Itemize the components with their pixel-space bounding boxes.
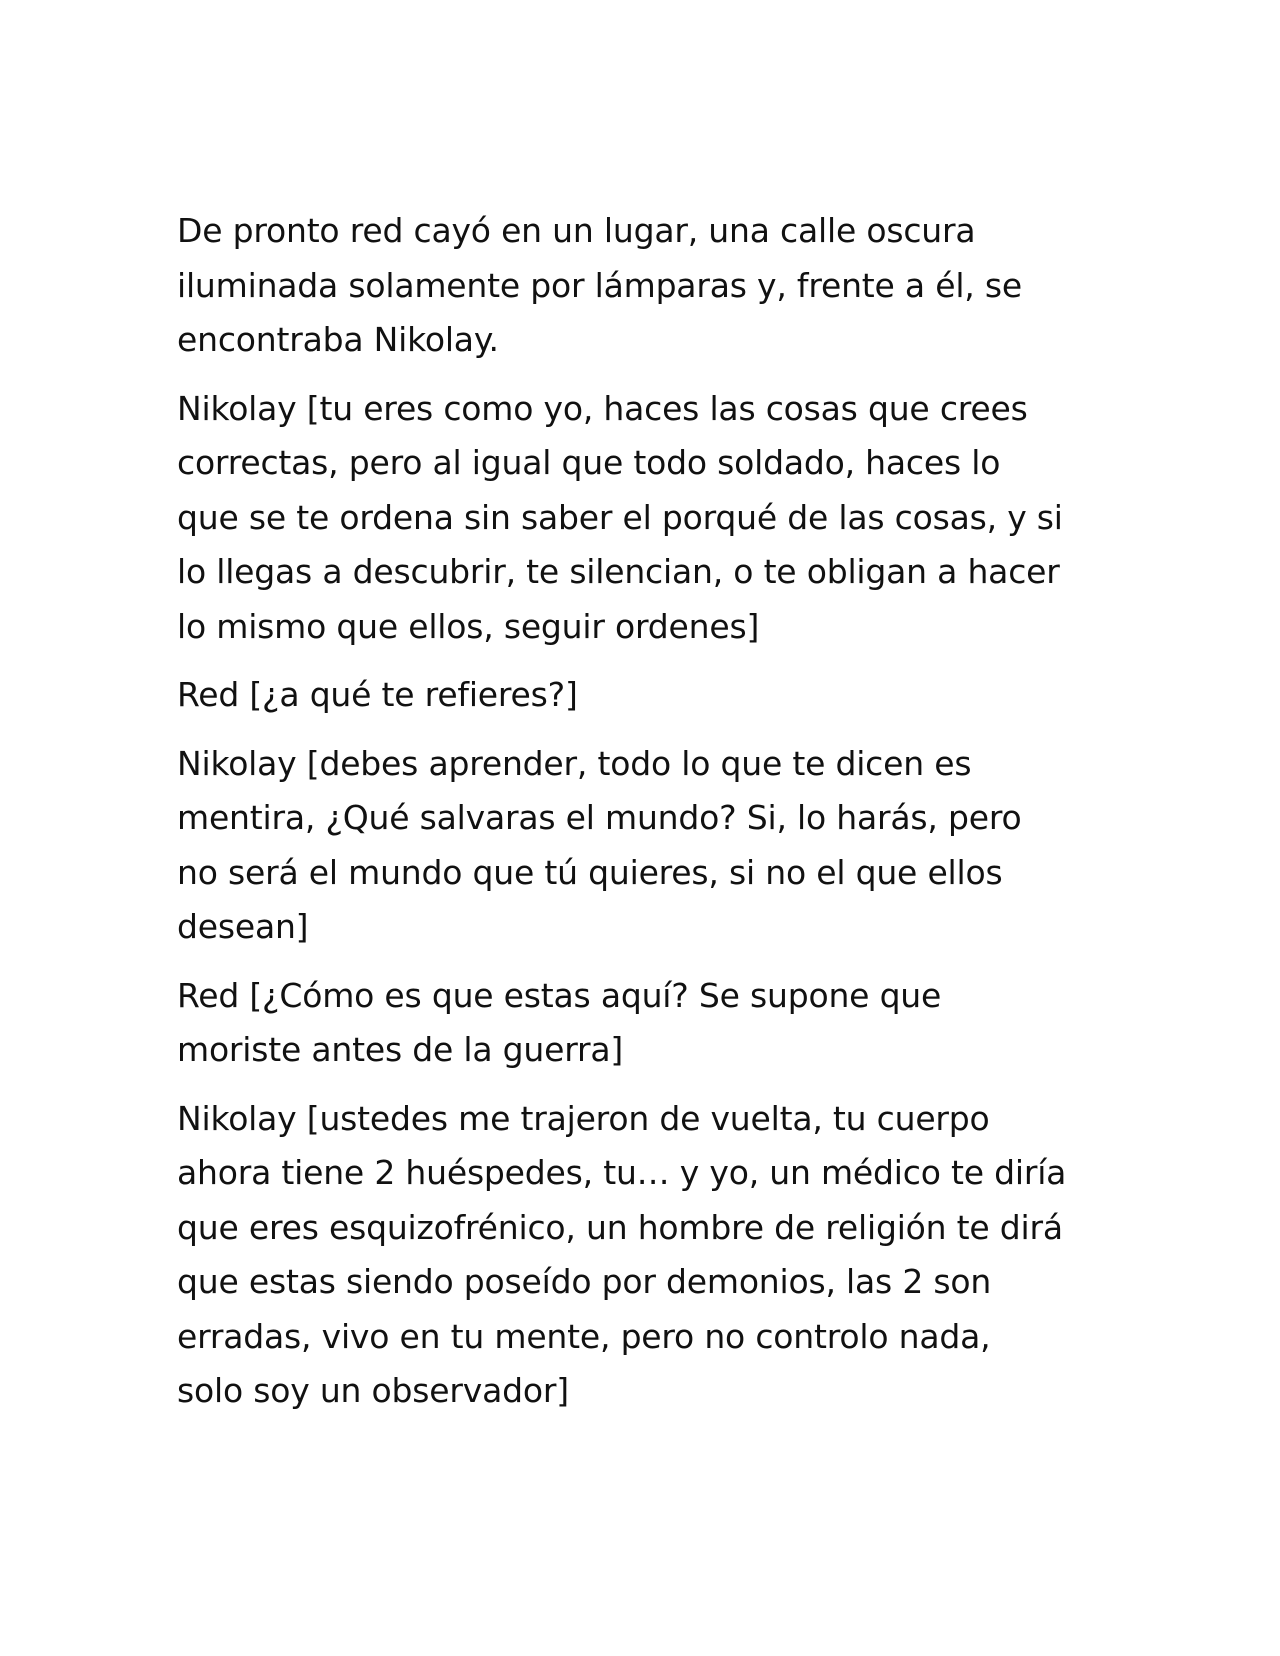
text-line: moriste antes de la guerra]: [177, 1030, 624, 1069]
text-line: mentira, ¿Qué salvaras el mundo? Si, lo harás, pero: [177, 798, 1022, 837]
text-line: desean]: [177, 907, 309, 946]
paragraph-narration: [177, 204, 1107, 368]
paragraph-dialogue-nikolay: [177, 1092, 1107, 1419]
text-line: Nikolay [debes aprender, todo lo que te dicen es: [177, 743, 972, 783]
text-line: encontraba Nikolay.: [177, 320, 499, 359]
text-line: que estas siendo poseído por demonios, las 2 son: [177, 1262, 992, 1301]
paragraph-dialogue-red: [177, 668, 1107, 723]
text-line: Red [¿Cómo es que estas aquí? Se supone que: [177, 975, 942, 1015]
text-line: iluminada solamente por lámparas y, frente a él, se: [177, 265, 1022, 305]
text-line: De pronto red cayó en un lugar, una calle oscura: [177, 211, 976, 250]
paragraph-dialogue-red: [177, 969, 1107, 1078]
text-line: solo soy un observador]: [177, 1371, 569, 1410]
text-line: no será el mundo que tú quieres, si no el que ellos: [177, 852, 1003, 892]
text-line: lo llegas a descubrir, te silencian, o te obligan a hacer: [177, 552, 1060, 591]
text-line: lo mismo que ellos, seguir ordenes]: [177, 606, 760, 646]
paragraph-dialogue-nikolay: [177, 382, 1107, 655]
text-line: ahora tiene 2 huéspedes, tu… y yo, un médico te diría: [177, 1153, 1067, 1192]
text-line: que eres esquizofrénico, un hombre de religión te dirá: [177, 1207, 1063, 1247]
paragraph-dialogue-nikolay: [177, 737, 1107, 955]
text-line: correctas, pero al igual que todo soldado, haces lo: [177, 443, 1001, 482]
text-line: erradas, vivo en tu mente, pero no controlo nada,: [177, 1316, 991, 1356]
document-body: [177, 204, 1107, 1433]
text-line: que se te ordena sin saber el porqué de las cosas, y si: [177, 497, 1063, 537]
text-line: Nikolay [ustedes me trajeron de vuelta, tu cuerpo: [177, 1098, 990, 1138]
text-line: Nikolay [tu eres como yo, haces las cosas que crees: [177, 388, 1028, 428]
text-line: Red [¿a qué te refieres?]: [177, 675, 578, 714]
